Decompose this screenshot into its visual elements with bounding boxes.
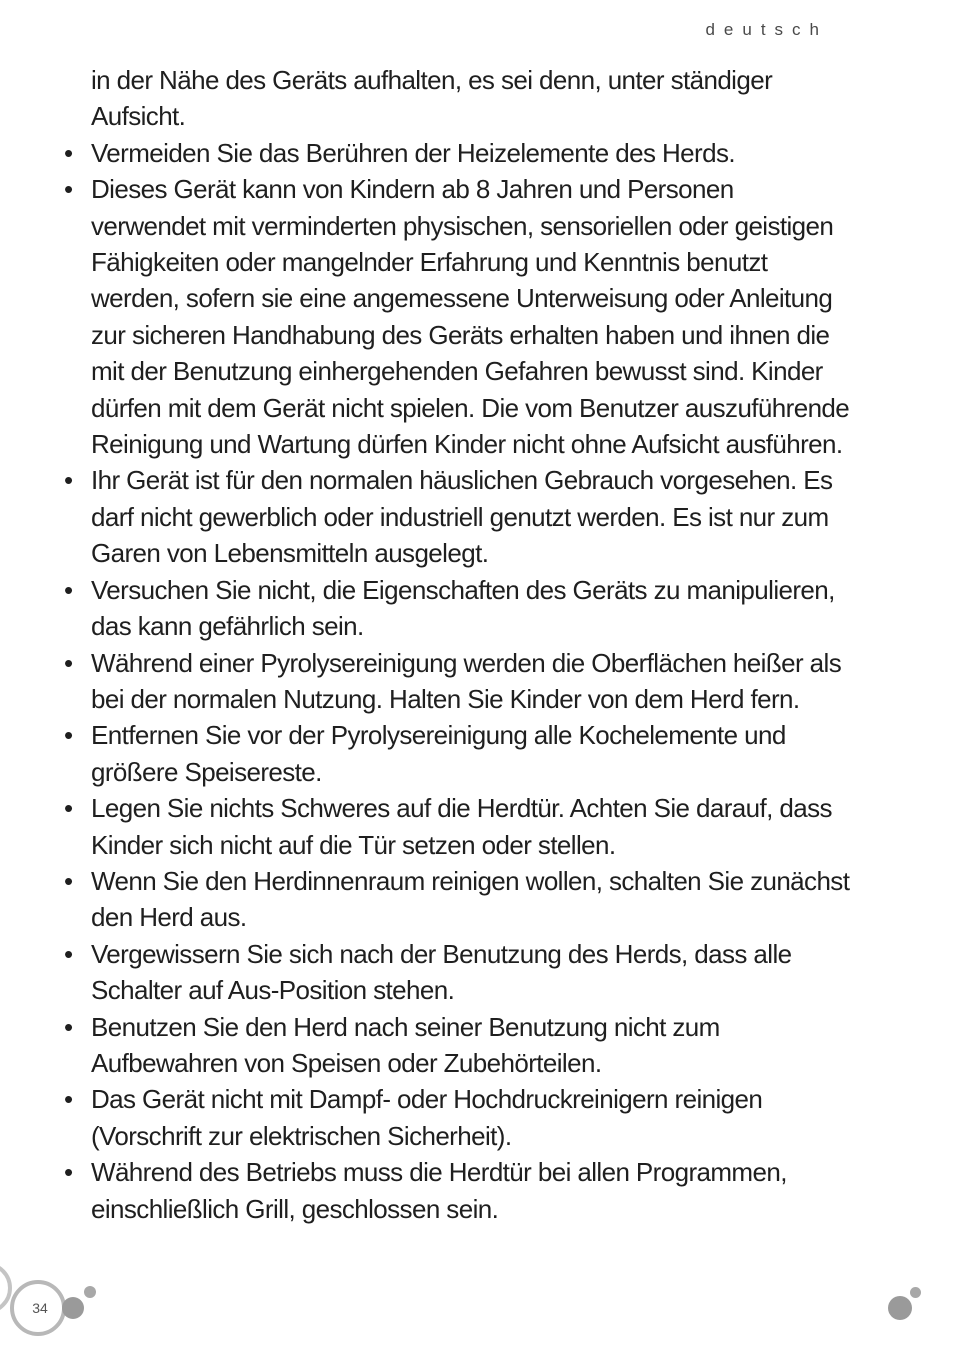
bullet-icon: • [64,465,73,496]
list-item [64,135,851,171]
bullet-icon: • [64,1011,73,1042]
list-item [64,790,851,863]
bullet-icon: • [64,137,73,168]
list-item-text: Während einer Pyrolysereinigung werden die Oberflächen heißer als bei der normalen Nutzung. Halten Sie Kinder von dem Herd fern. [91,647,842,714]
list-item [64,645,851,718]
decorative-dot-left-large [62,1297,84,1319]
bullet-icon: • [64,720,73,751]
list-item [64,863,851,936]
bullet-icon: • [64,1157,73,1188]
list-item-text: Entfernen Sie vor der Pyrolysereinigung alle Kochelemente und größere Speisereste. [91,720,786,787]
bullet-icon: • [64,174,73,205]
list-item [64,171,851,462]
decorative-dot-right-small [910,1287,921,1298]
list-item [64,717,851,790]
list-item-text: Ihr Gerät ist für den normalen häuslichen Gebrauch vorgesehen. Es darf nicht gewerblich oder industriell genutzt werden. Es ist nur zum Garen von Lebensmitteln ausgelegt. [91,465,833,569]
list-item [64,462,851,571]
list-item [64,1009,851,1082]
list-item-text: Vergewissern Sie sich nach der Benutzung des Herds, dass alle Schalter auf Aus-Position stehen. [91,938,792,1006]
list-item-text: Wenn Sie den Herdinnenraum reinigen wollen, schalten Sie zunächst den Herd aus. [91,865,850,933]
list-item-text: Legen Sie nichts Schweres auf die Herdtür. Achten Sie darauf, dass Kinder sich nicht auf die Tür setzen oder stellen. [91,793,832,860]
list-item [64,572,851,645]
bullet-icon: • [64,793,73,824]
bullet-icon: • [64,574,73,605]
page-number: 34 [32,1300,48,1316]
list-item-text: Während des Betriebs muss die Herdtür bei allen Programmen, einschließlich Grill, geschlossen sein. [91,1157,787,1224]
bullet-icon: • [64,647,73,678]
bullet-icon: • [64,865,73,896]
list-item-text: Vermeiden Sie das Berühren der Heizelemente des Herds. [91,137,735,168]
continued-paragraph: in der Nähe des Geräts aufhalten, es sei denn, unter ständiger Aufsicht. [91,65,773,132]
decorative-dot-left-small [84,1286,96,1298]
safety-list [64,135,851,1227]
bullet-icon: • [64,938,73,969]
list-item-text: Dieses Gerät kann von Kindern ab 8 Jahren und Personen verwendet mit verminderten physischen, sensoriellen oder geistigen Fähigkeiten oder mangelnder Erfahrung und Kenntnis benutzt werden, sofern sie eine angemessene Unterweisung oder Anleitung zur sicheren Handhabung des Geräts erhalten haben und ihnen die mit der Benutzung einhergehenden Gefahren bewusst sind. Kinder dürfen mit dem Gerät nicht spielen. Die vom Benutzer auszuführende Reinigung und Wartung dürfen Kinder nicht ohne Aufsicht ausführen. [91,174,850,460]
list-item [64,936,851,1009]
language-label: deutsch [705,20,828,39]
list-item [64,1154,851,1227]
list-item-text: Versuchen Sie nicht, die Eigenschaften des Geräts zu manipulieren, das kann gefährlich sein. [91,574,835,642]
decorative-dot-right-large [888,1296,912,1320]
list-item-text: Das Gerät nicht mit Dampf- oder Hochdruckreinigern reinigen (Vorschrift zur elektrischen Sicherheit). [91,1084,763,1151]
list-item-text: Benutzen Sie den Herd nach seiner Benutzung nicht zum Aufbewahren von Speisen oder Zubehörteilen. [91,1011,720,1078]
bullet-icon: • [64,1084,73,1115]
safety-instructions [64,62,851,1227]
list-item [64,1081,851,1154]
